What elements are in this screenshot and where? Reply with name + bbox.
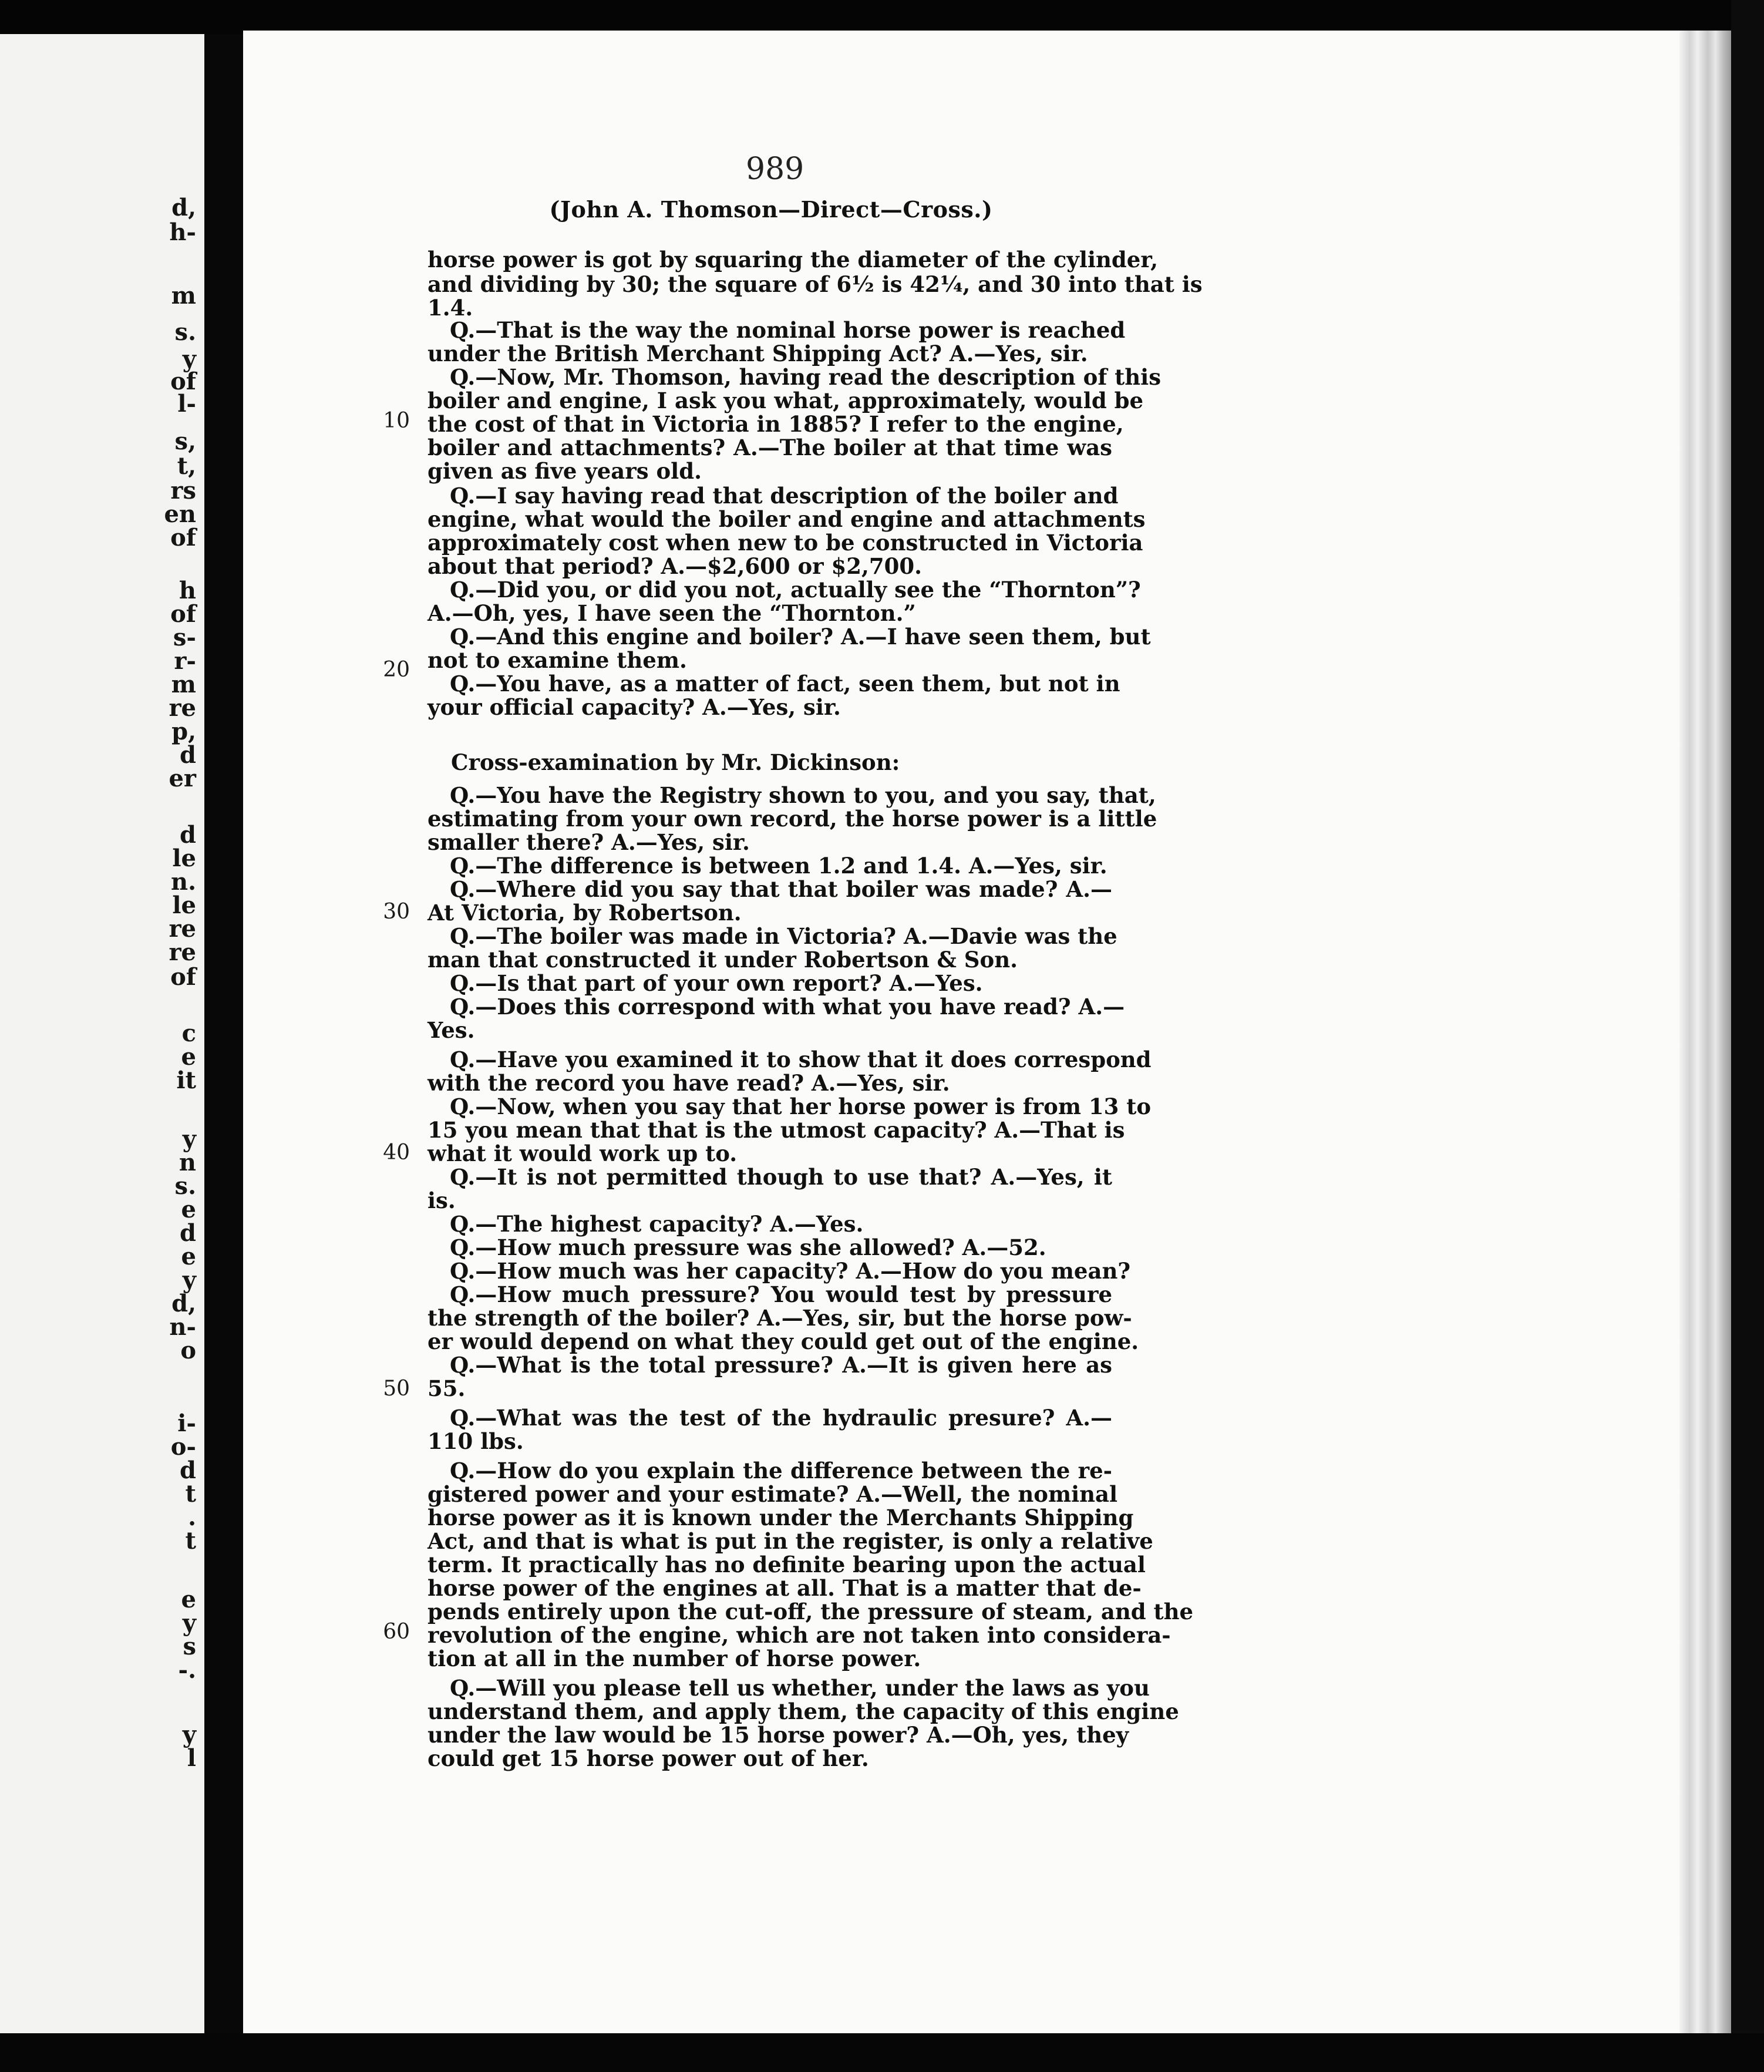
text-line: given as five years old.: [427, 458, 702, 484]
facing-page-fragment: s-: [173, 624, 196, 651]
text-line: Q.—Did you, or did you not, actually see the “Thornton”?: [450, 577, 1141, 603]
text-line: your official capacity? A.—Yes, sir.: [427, 694, 841, 720]
facing-page-fragment: -.: [178, 1656, 196, 1684]
text-line: term. It practically has no definite bearing upon the actual: [427, 1552, 1146, 1577]
scan-top-border: [0, 0, 1764, 34]
line-number: 40: [383, 1141, 410, 1165]
facing-page-fragment: o-: [170, 1433, 196, 1461]
text-line: Q.—Have you examined it to show that it does correspond: [450, 1047, 1152, 1072]
facing-page-edge: [0, 34, 204, 2049]
facing-page-fragment: t,: [177, 452, 196, 480]
text-line: Q.—You have, as a matter of fact, seen them, but not in: [450, 671, 1120, 697]
text-line: Q.—Is that part of your own report? A.—Yes.: [450, 970, 983, 996]
page-stack-edge: [1679, 31, 1731, 2033]
facing-page-fragment: e: [181, 1243, 196, 1270]
text-line: Q.—I say having read that description of the boiler and: [450, 483, 1119, 509]
facing-page-fragment: m: [171, 671, 196, 698]
running-head: (John A. Thomson—Direct—Cross.): [549, 196, 993, 223]
facing-page-fragment: t: [185, 1527, 196, 1555]
facing-page-fragment: c: [181, 1020, 196, 1047]
text-line: gistered power and your estimate? A.—Well, the nominal: [427, 1481, 1118, 1507]
facing-page-fragment: n.: [170, 868, 196, 896]
facing-page-fragment: le: [172, 892, 196, 919]
text-line: not to examine them.: [427, 647, 687, 673]
facing-page-fragment: o: [180, 1337, 196, 1364]
text-line: Q.—That is the way the nominal horse power is reached: [450, 317, 1126, 343]
text-line: Q.—The boiler was made in Victoria? A.—Davie was the: [450, 923, 1117, 949]
text-line: the cost of that in Victoria in 1885? I refer to the engine,: [427, 411, 1124, 437]
facing-page-fragment: p,: [171, 718, 196, 745]
text-line: Q.—What is the total pressure? A.—It is given here as: [450, 1352, 1112, 1378]
text-line: the strength of the boiler? A.—Yes, sir, but the horse pow-: [427, 1305, 1132, 1331]
scan-right-border: [1731, 0, 1764, 2072]
text-line: with the record you have read? A.—Yes, sir.: [427, 1070, 950, 1096]
text-line: boiler and attachments? A.—The boiler at that time was: [427, 435, 1112, 460]
facing-page-fragment: d: [180, 821, 196, 849]
facing-page-fragment: re: [169, 939, 196, 966]
text-line: revolution of the engine, which are not taken into considera-: [427, 1622, 1171, 1648]
facing-page-fragment: of: [170, 524, 196, 551]
text-line: Q.—Where did you say that that boiler was made? A.—: [450, 876, 1112, 902]
text-line: Q.—And this engine and boiler? A.—I have seen them, but: [450, 624, 1151, 650]
facing-page-fragment: m: [171, 282, 196, 310]
book-gutter: [204, 34, 243, 2072]
text-line: horse power is got by squaring the diameter of the cylinder,: [427, 247, 1158, 273]
text-line: is.: [427, 1188, 456, 1213]
text-line: Q.—Does this correspond with what you have read? A.—: [450, 994, 1125, 1020]
text-line: 110 lbs.: [427, 1428, 524, 1454]
facing-page-fragment: of: [170, 368, 196, 395]
facing-page-fragment: y: [182, 345, 196, 373]
text-line: 1.4.: [427, 295, 473, 321]
facing-page-fragment: h-: [169, 218, 196, 246]
text-line: Q.—Now, Mr. Thomson, having read the description of this: [450, 364, 1162, 390]
text-line: could get 15 horse power out of her.: [427, 1745, 869, 1771]
facing-page-fragment: s,: [174, 428, 196, 455]
text-line: approximately cost when new to be constructed in Victoria: [427, 530, 1143, 556]
facing-page-fragment: l: [187, 1744, 196, 1772]
facing-page-fragment: d: [180, 1457, 196, 1484]
facing-page-fragment: y: [182, 1609, 196, 1637]
facing-page-fragment: it: [176, 1067, 196, 1094]
facing-page-fragment: s: [183, 1633, 196, 1660]
facing-page-fragment: e: [181, 1196, 196, 1223]
line-number: 60: [383, 1620, 410, 1644]
facing-page-fragment: e: [181, 1043, 196, 1071]
text-line: A.—Oh, yes, I have seen the “Thornton.”: [427, 600, 916, 626]
facing-page-fragment: le: [172, 845, 196, 872]
text-line: boiler and engine, I ask you what, approximately, would be: [427, 388, 1144, 413]
facing-page-fragment: e: [181, 1586, 196, 1613]
facing-page-fragment: l-: [177, 390, 196, 418]
facing-page-fragment: s.: [174, 1172, 196, 1200]
text-line: 55.: [427, 1375, 466, 1401]
text-line: horse power of the engines at all. That is a matter that de-: [427, 1575, 1142, 1601]
text-line: engine, what would the boiler and engine and attachments: [427, 506, 1146, 532]
text-line: man that constructed it under Robertson & Son.: [427, 947, 1018, 973]
facing-page-fragment: s.: [174, 318, 196, 346]
text-line: Yes.: [427, 1017, 475, 1043]
text-line: Q.—How do you explain the difference between the re-: [450, 1458, 1112, 1484]
text-line: Q.—How much was her capacity? A.—How do you mean?: [450, 1258, 1131, 1284]
text-line: smaller there? A.—Yes, sir.: [427, 829, 750, 855]
line-number: 10: [383, 409, 410, 433]
scan-bottom-border: [0, 2033, 1764, 2072]
facing-page-fragment: rs: [170, 477, 196, 504]
facing-page-fragment: y: [182, 1266, 196, 1294]
section-subheading: Cross-examination by Mr. Dickinson:: [451, 749, 900, 775]
text-line: Q.—Now, when you say that her horse power is from 13 to: [450, 1094, 1152, 1119]
facing-page-fragment: of: [170, 600, 196, 628]
line-number: 50: [383, 1377, 410, 1401]
text-line: under the law would be 15 horse power? A.—Oh, yes, they: [427, 1722, 1129, 1748]
facing-page-fragment: re: [169, 694, 196, 722]
text-line: estimating from your own record, the horse power is a little: [427, 806, 1157, 832]
facing-page-fragment: re: [169, 915, 196, 943]
text-line: Q.—How much pressure was she allowed? A.—52.: [450, 1235, 1046, 1260]
text-line: 15 you mean that that is the utmost capacity? A.—That is: [427, 1117, 1125, 1143]
facing-page-fragment: d,: [171, 1290, 196, 1317]
text-line: understand them, and apply them, the capacity of this engine: [427, 1698, 1179, 1724]
line-number: 20: [383, 658, 410, 682]
facing-page-fragment: r-: [174, 647, 196, 675]
facing-page-fragment: n: [179, 1149, 196, 1176]
text-line: horse power as it is known under the Merchants Shipping: [427, 1505, 1134, 1531]
text-line: er would depend on what they could get out of the engine.: [427, 1328, 1139, 1354]
facing-page-fragment: d,: [171, 194, 196, 221]
text-line: Q.—The highest capacity? A.—Yes.: [450, 1211, 864, 1237]
text-line: tion at all in the number of horse power.: [427, 1646, 921, 1671]
text-line: Q.—It is not permitted though to use that? A.—Yes, it: [450, 1164, 1112, 1190]
text-line: At Victoria, by Robertson.: [427, 900, 742, 926]
line-number: 30: [383, 900, 410, 924]
page-number: 989: [746, 152, 804, 187]
text-line: Q.—The difference is between 1.2 and 1.4. A.—Yes, sir.: [450, 853, 1107, 879]
text-line: Q.—How much pressure? You would test by pressure: [450, 1281, 1112, 1307]
facing-page-fragment: i-: [177, 1410, 196, 1437]
text-line: under the British Merchant Shipping Act? A.—Yes, sir.: [427, 341, 1088, 366]
facing-page-fragment: en: [164, 500, 196, 528]
text-line: Act, and that is what is put in the register, is only a relative: [427, 1528, 1153, 1554]
facing-page-fragment: n-: [169, 1313, 196, 1341]
text-line: Q.—You have the Registry shown to you, and you say, that,: [450, 782, 1156, 808]
text-line: what it would work up to.: [427, 1141, 738, 1166]
facing-page-fragment: y: [182, 1125, 196, 1153]
facing-page-fragment: y: [182, 1721, 196, 1748]
facing-page-fragment: t: [185, 1480, 196, 1508]
facing-page-fragment: d: [180, 1219, 196, 1247]
facing-page-fragment: .: [188, 1503, 196, 1531]
facing-page-fragment: of: [170, 963, 196, 991]
facing-page-fragment: d: [180, 741, 196, 769]
facing-page-fragment: h: [179, 577, 196, 604]
text-line: pends entirely upon the cut-off, the pressure of steam, and the: [427, 1599, 1194, 1624]
text-line: about that period? A.—$2,600 or $2,700.: [427, 553, 923, 579]
text-line: Q.—What was the test of the hydraulic presure? A.—: [450, 1405, 1112, 1431]
text-line: Q.—Will you please tell us whether, under the laws as you: [450, 1675, 1150, 1701]
facing-page-fragment: er: [169, 765, 196, 792]
text-line: and dividing by 30; the square of 6½ is 42¼, and 30 into that is: [427, 271, 1203, 297]
